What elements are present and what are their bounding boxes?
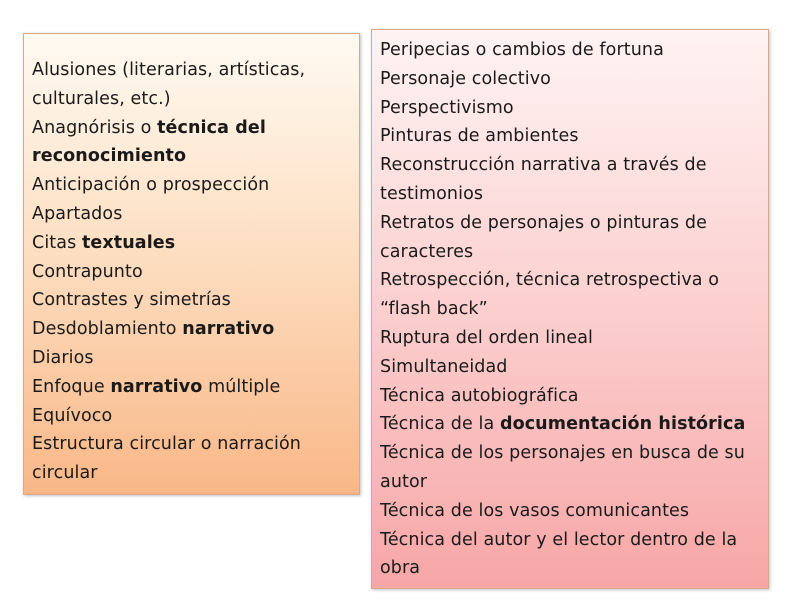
technique-item-text: Reconstrucción narrativa a través de testimonios xyxy=(380,155,707,204)
technique-item-bold-text: narrativo xyxy=(182,319,275,340)
technique-item-text: Anagnórisis o xyxy=(32,117,158,138)
technique-item-text: Anticipación o prospección xyxy=(32,175,270,196)
technique-item-text: Desdoblamiento xyxy=(32,319,183,340)
technique-item xyxy=(380,122,760,151)
technique-item xyxy=(32,171,349,200)
technique-item xyxy=(380,353,760,382)
technique-item xyxy=(380,526,760,584)
technique-item-text: Estructura circular o narración circular xyxy=(32,434,302,484)
technique-item-text: Técnica del autor y el lector dentro de la obra xyxy=(380,529,738,579)
technique-item-bold-text: textuales xyxy=(81,232,176,253)
technique-item-text: Técnica de los vasos comunicantes xyxy=(380,500,690,521)
technique-item xyxy=(380,151,760,209)
technique-item-text: Contrastes y simetrías xyxy=(32,290,231,311)
technique-item xyxy=(32,56,349,114)
technique-item xyxy=(32,402,349,431)
right-technique-box xyxy=(371,29,769,589)
technique-item xyxy=(32,114,349,172)
technique-item xyxy=(32,430,349,488)
technique-item-bold-text: técnica del reconocimiento xyxy=(32,117,266,167)
left-technique-list xyxy=(32,56,349,488)
technique-item xyxy=(380,36,760,65)
technique-item-bold-text: narrativo xyxy=(110,376,203,397)
technique-item xyxy=(380,209,760,267)
technique-item xyxy=(380,439,760,497)
technique-item-bold-text: documentación histórica xyxy=(499,414,746,435)
technique-item-text: Diarios xyxy=(32,347,94,368)
technique-item-text: Técnica de los personajes en busca de su autor xyxy=(380,443,745,492)
technique-item xyxy=(32,200,349,229)
technique-item xyxy=(32,373,349,402)
technique-item-text: Enfoque xyxy=(32,376,111,397)
technique-item xyxy=(32,229,349,258)
technique-item-text: Contrapunto xyxy=(32,261,143,282)
technique-item-text: Retrospección, técnica retrospectiva o “flash back” xyxy=(380,270,720,320)
technique-item-text: Personaje colectivo xyxy=(380,68,551,89)
technique-item-text: Simultaneidad xyxy=(380,356,508,377)
technique-item-text: Peripecias o cambios de fortuna xyxy=(380,40,664,60)
technique-item xyxy=(380,65,760,94)
technique-item-text: Equívoco xyxy=(32,405,113,426)
technique-item xyxy=(32,344,349,373)
technique-item-text: Pinturas de ambientes xyxy=(380,126,579,147)
technique-item xyxy=(32,258,349,287)
technique-item xyxy=(380,410,760,439)
technique-item xyxy=(380,497,760,526)
technique-item-text: Citas xyxy=(32,232,82,253)
technique-item-text: Apartados xyxy=(32,203,123,224)
technique-item xyxy=(380,382,760,411)
technique-item xyxy=(32,286,349,315)
technique-item-text: Técnica de la xyxy=(380,414,500,435)
technique-item-text: Ruptura del orden lineal xyxy=(380,327,593,348)
right-technique-list xyxy=(380,36,760,583)
left-technique-box xyxy=(23,33,360,495)
technique-item-text: Retratos de personajes o pinturas de caracteres xyxy=(380,212,707,262)
technique-item-text: Perspectivismo xyxy=(380,97,514,118)
technique-item-text: múltiple xyxy=(202,376,281,397)
technique-item-text: Alusiones (literarias, artísticas, culturales, etc.) xyxy=(32,60,306,109)
technique-item xyxy=(380,266,760,324)
technique-item xyxy=(380,94,760,123)
technique-item xyxy=(380,324,760,353)
technique-item-text: Técnica autobiográfica xyxy=(380,385,579,406)
technique-item xyxy=(32,315,349,344)
